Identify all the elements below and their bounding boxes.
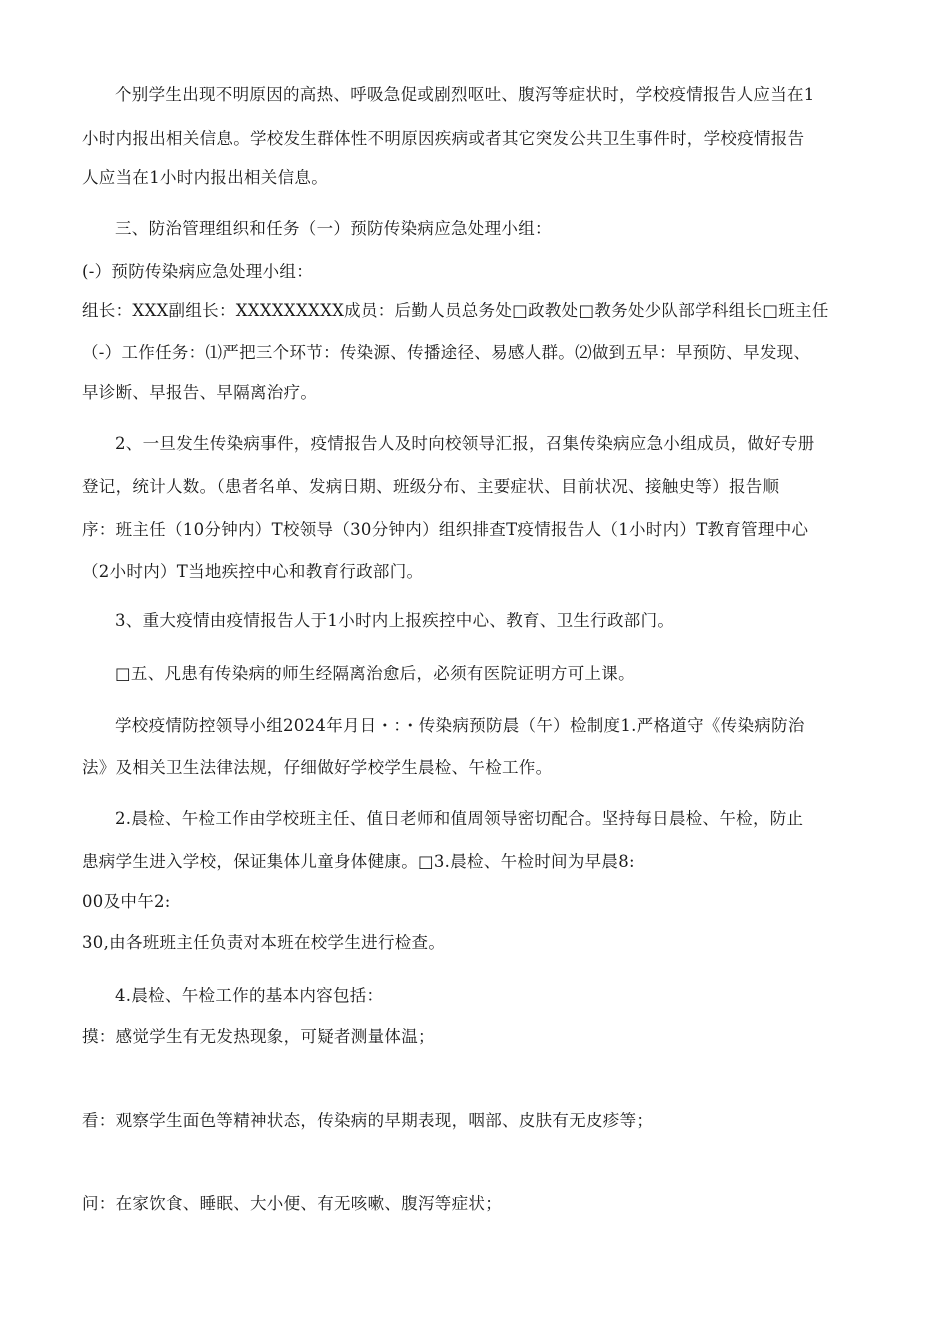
paragraph-line: 4.晨检、午检工作的基本内容包括：	[115, 986, 384, 1005]
paragraph-line: 组长：XXX副组长：XXXXXXXXX成员：后勤人员总务处□政教处□教务处少队部学科组长□班主任	[82, 301, 829, 320]
paragraph-line: 2.晨检、午检工作由学校班主任、值日老师和值周领导密切配合。坚持每日晨检、午检，防止	[115, 809, 804, 828]
paragraph-line: 3、重大疫情由疫情报告人于1小时内上报疾控中心、教育、卫生行政部门。	[115, 611, 675, 630]
paragraph-line: 学校疫情防控领导小组2024年月日・：・传染病预防晨（午）检制度1.严格道守《传染病防治	[115, 716, 805, 735]
paragraph-line: 早诊断、早报告、早隔离治疗。	[82, 383, 318, 402]
paragraph-line: 患病学生进入学校，保证集体儿童身体健康。□3.晨检、午检时间为早晨8:	[82, 852, 635, 871]
paragraph-line: （-）工作任务：⑴严把三个环节：传染源、传播途径、易感人群。⑵做到五早：早预防、早发现、	[82, 343, 811, 362]
paragraph-line: （2小时内）T当地疾控中心和教育行政部门。	[82, 562, 424, 581]
paragraph-line: 问：在家饮食、睡眠、大小便、有无咳嗽、腹泻等症状；	[82, 1194, 502, 1213]
paragraph-line: 摸：感觉学生有无发热现象，可疑者测量体温；	[82, 1027, 435, 1046]
paragraph-line: 2、一旦发生传染病事件，疫情报告人及时向校领导汇报，召集传染病应急小组成员，做好专册	[115, 434, 815, 453]
paragraph-line: 小时内报出相关信息。学校发生群体性不明原因疾病或者其它突发公共卫生事件时，学校疫情报告	[82, 129, 805, 148]
paragraph-line: 序：班主任（10分钟内）T校领导（30分钟内）组织排查T疫情报告人（1小时内）T教育管理中心	[82, 520, 809, 539]
paragraph-line: 30,由各班班主任负责对本班在校学生进行检查。	[82, 933, 446, 952]
paragraph-line: 个别学生出现不明原因的高热、呼吸急促或剧烈呕吐、腹泻等症状时，学校疫情报告人应当在1	[115, 85, 815, 104]
paragraph-line: 00及中午2:	[82, 892, 171, 911]
paragraph-line: 登记，统计人数。（患者名单、发病日期、班级分布、主要症状、目前状况、接触史等）报告顺	[82, 477, 780, 496]
paragraph-line: 法》及相关卫生法律法规，仔细做好学校学生晨检、午检工作。	[82, 758, 553, 777]
paragraph-line: (-）预防传染病应急处理小组：	[82, 262, 314, 281]
section-heading: 三、防治管理组织和任务（一）预防传染病应急处理小组：	[115, 219, 552, 238]
paragraph-line: □五、凡患有传染病的师生经隔离治愈后，必须有医院证明方可上课。	[115, 664, 635, 683]
paragraph-line: 人应当在1小时内报出相关信息。	[82, 168, 328, 187]
paragraph-line: 看：观察学生面色等精神状态，传染病的早期表现，咽部、皮肤有无皮疹等；	[82, 1111, 654, 1130]
